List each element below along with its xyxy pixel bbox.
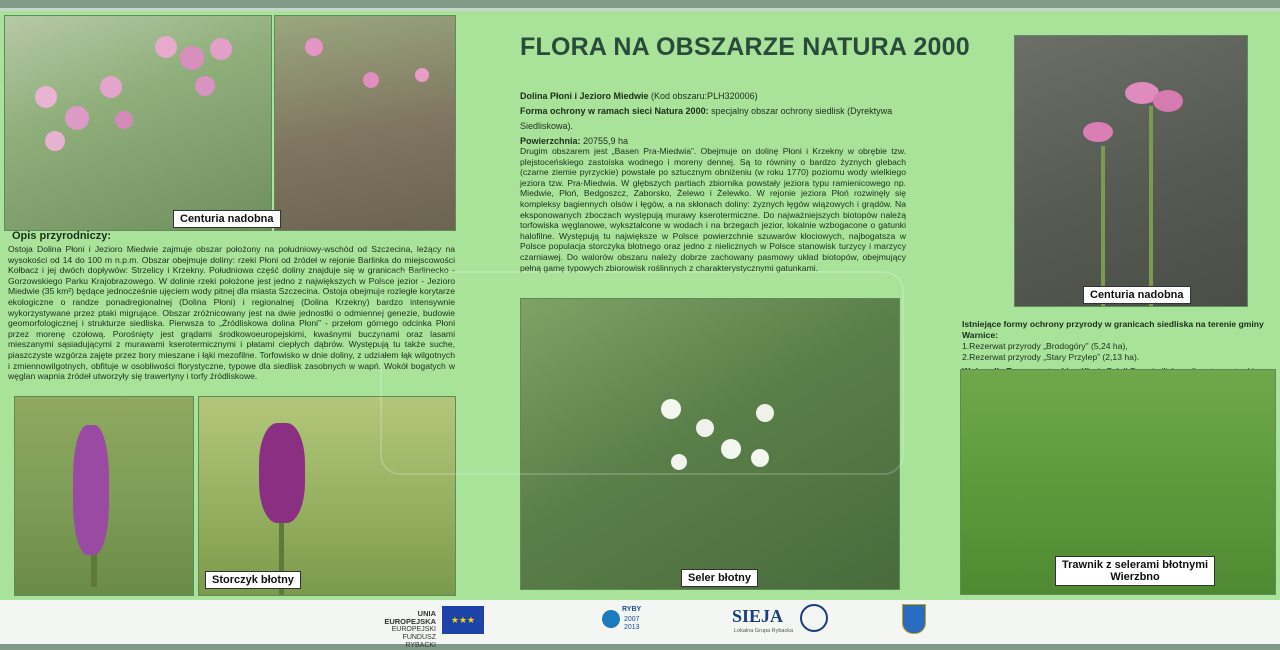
ryby-years2: 2013 — [624, 624, 640, 631]
sieja-text: SIEJA — [732, 606, 784, 626]
sieja-sub: Lokalna Grupa Rybacka — [734, 628, 794, 634]
eu-sub3: RYBACKI — [405, 642, 436, 649]
caption-centuria-2: Centuria nadobna — [1083, 286, 1191, 304]
area-size-value: 20755,9 ha — [580, 136, 629, 146]
protection-form-label: Forma ochrony w ramach sieci Natura 2000: — [520, 106, 709, 116]
photo-orchid-left — [14, 396, 194, 596]
photo-lawn — [960, 369, 1276, 595]
nature-description-heading: Opis przyrodniczy: — [12, 230, 112, 242]
caption-centuria-1: Centuria nadobna — [173, 210, 281, 228]
sieja-logo — [732, 604, 828, 640]
footer-logos — [0, 600, 1280, 649]
reserve-item-2: 2.Rezerwat przyrody „Stary Przylep” (2,13 ha). — [962, 352, 1140, 362]
area-size-label: Powierzchnia: — [520, 136, 581, 146]
nature-description: Ostoja Dolina Płoni i Jezioro Miedwie zajmuje obszar położony na południowy-wschód od Szczecina, leżący na wysokości od 14 do 100 m n.p.m. Obszar obejmuje doliny: rzeki Płoni od źródeł w rejonie Barlinka do miejscowości Kołbacz i jej dwóch dopływów: Strzelicy i Krzekny. Południowa część doliny znajduje się w granicach Barlinecko - Gorzowskiego Parku Krajobrazowego. W dolinie rzeki położone jest jedno z największych w Polsce jezior - Jezioro Miedwie (35 km²) będące jednocześnie ujęciem wody pitnej dla miasta Szczecina. Ostoja obejmuje rozległe korytarze ekologiczne o randze ponadregionalnej (Dolina Płoni) i regionalnej (Dolina Krzekny) bardzo intensywnie wykorzystywane przez ptaki migrujące. Obszar zróżnicowany jest na dwie jednostki o odmiennej genezie, budowie geomorfologicznej i strukturze siedliska. Pierwsza to „Źródliskowa dolina Płoni” - przełom górnego odcinka Płoni przez morenę czołową. Porośnięty jest grądami środkowoeuropejskimi, kwaśnymi buczynami oraz lasami mieszanymi sąsiadującymi z murawami kserotermicznymi i płatami ciepłych dąbrów. Występują tu także suche, piaszczyste wzgórza zajęte przez bory mieszane i łąki mezofilne. Torfowisko w dnie doliny, z udziałem łąk wilgotnych i zmiennowilgotnych, obfituje w osobliwości florystyczne, typowe dla siedlisk zasobnych w wapń. Wokół bogatych w węglan wapnia źródeł utworzyły się trawertyny i torfy źródliskowe. — [8, 244, 455, 382]
ryby-text: RYBY — [622, 606, 642, 613]
municipality-crest-icon — [902, 604, 926, 634]
photo-orchid-right — [198, 396, 456, 596]
page-title: FLORA NA OBSZARZE NATURA 2000 — [520, 33, 970, 61]
photo-centuria-rocks — [180, 15, 456, 231]
photo-seler — [520, 298, 900, 590]
eu-sub1: EUROPEJSKI — [391, 626, 436, 633]
protection-form-value: specjalny obszar ochrony siedlisk (Dyrektywa Siedliskowa). — [520, 106, 893, 131]
protection-forms-heading: Istniejące formy ochrony przyrody w granicach siedliska na terenie gminy Warnice: — [962, 319, 1264, 340]
eu-sub2: FUNDUSZ — [402, 634, 436, 641]
reserve-item-1: 1.Rezerwat przyrody „Brodogóry” (5,24 ha), — [962, 341, 1128, 351]
eu-flag-icon: ★★★ — [442, 606, 484, 634]
area-info — [520, 89, 910, 149]
caption-storczyk: Storczyk błotny — [205, 571, 301, 589]
area-code: (Kod obszaru:PLH320006) — [648, 91, 758, 101]
photo-centuria-right — [1014, 35, 1248, 307]
information-board — [0, 8, 1280, 603]
area-name: Dolina Płoni i Jezioro Miedwie — [520, 91, 649, 101]
basin-description: Drugim obszarem jest „Basen Pra-Miedwia”. Obejmuje on dolinę Płoni i Krzekny w obrębie tzw. plejstoceńskiego zastoiska wodnego i moreny dennej. Są to równiny o bardzo żyznych glebach (czarne ziemie pyrzyckie) powstałe po sztucznym obniżeniu (w roku 1770) poziomu wody wielkiego jeziora tzw. Pra-Miedwia. W głębszych partiach zbiornika powstały jeziora typu ramienicowego np. Miedwie, Płoń, Bedgoszcz, Zaborsko, Żelewo i Żelewko. W rejonie jeziora Płoń rozwinęły się kompleksy bagiennych olsów i łęgów, a na skłonach doliny: żyznych łęgów wiązowych i grądów. Na eksponowanych zboczach występują murawy kserotermiczne. Do najważniejszych biotopów należą torfowiska węglanowe, wykształcone w wodach i na brzegach jezior, lokalnie wzbogacone o gatunki halofilne. Występują tu największe w Polsce powierzchnie szuwarów kłociowych, najbogatsza w Polsce populacja storczyka błotnego oraz jedno z nielicznych w Polsce stanowisk turzycy i marzycy czarniawej. Do walorów obszaru należy dobrze zachowany pasmowy układ biotopów, obejmujący pełną gamę typowych zbiorowisk roślinnych z charakterystycznymi gatunkami. — [520, 146, 906, 273]
eu-title: UNIA EUROPEJSKA — [384, 609, 436, 626]
photo-centuria-left — [4, 15, 272, 231]
ryby-logo — [602, 604, 642, 638]
caption-trawnik-line1: Trawnik z selerami błotnymi — [1062, 559, 1209, 571]
caption-trawnik — [1055, 556, 1215, 586]
ryby-years1: 2007 — [624, 616, 640, 623]
eu-text — [372, 610, 436, 650]
caption-trawnik-line2: Wierzbno — [1110, 571, 1160, 583]
caption-seler: Seler błotny — [681, 569, 758, 587]
